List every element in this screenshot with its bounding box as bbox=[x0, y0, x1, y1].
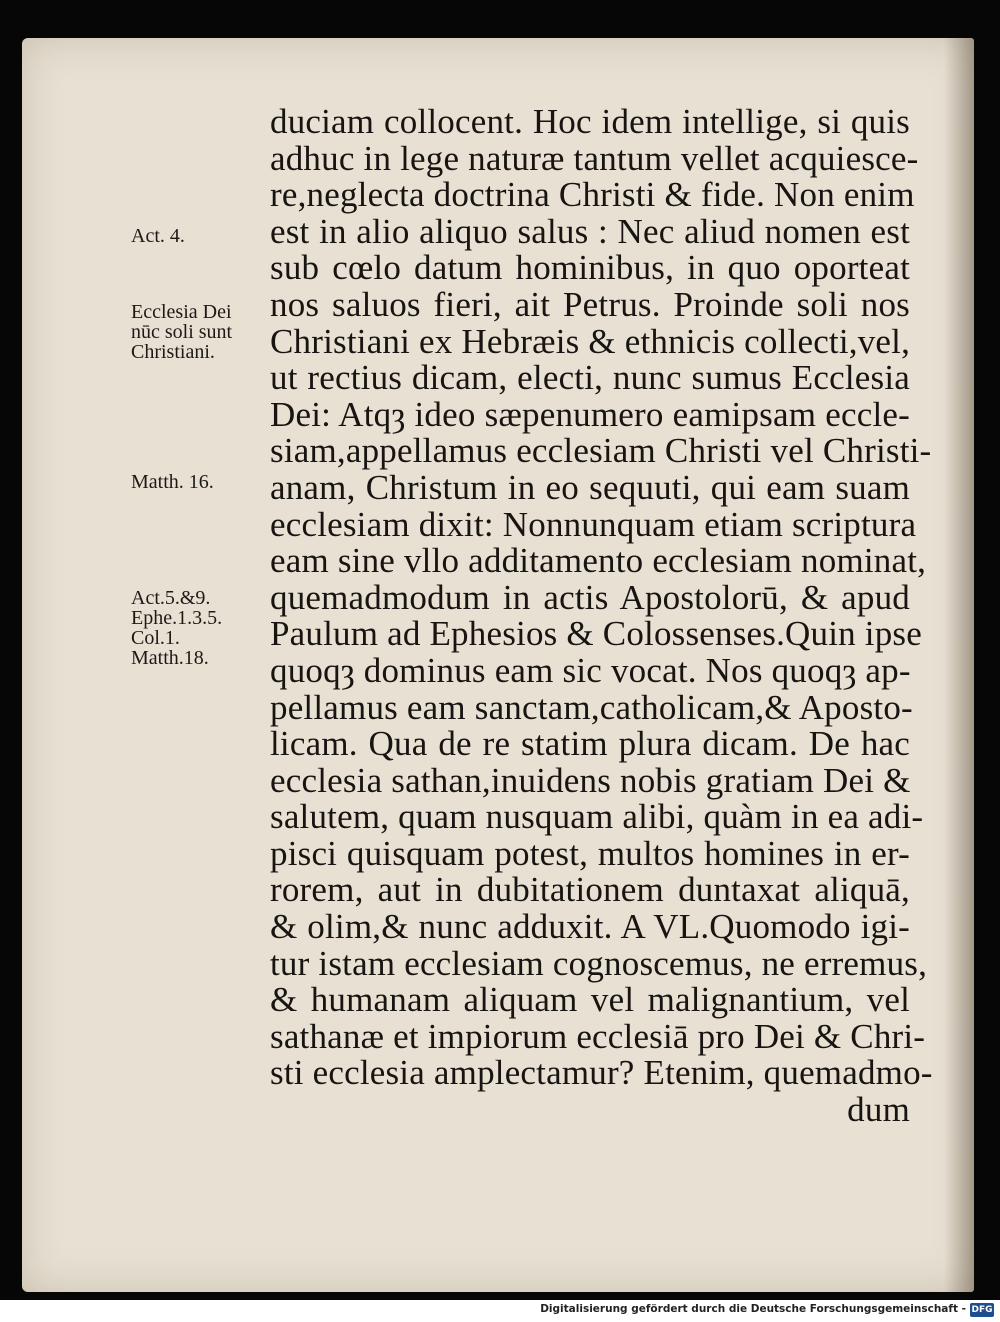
text-line: nos saluos fieri, ait Petrus. Proinde soli nos bbox=[270, 284, 910, 324]
margin-note-line: Matth.18. bbox=[131, 647, 209, 669]
text-line: & olim,& nunc adduxit. A VL.Quomodo igi- bbox=[270, 907, 910, 947]
text-line: rorem, aut in dubitationem duntaxat aliquā, bbox=[270, 870, 910, 910]
dfg-logo: DFG bbox=[971, 1305, 993, 1315]
text-line: eam sine vllo additamento ecclesiam nominat, bbox=[270, 541, 927, 581]
text-line: Paulum ad Ephesios & Colossenses.Quin ipse bbox=[270, 614, 922, 654]
text-line: dum bbox=[847, 1090, 910, 1130]
text-line: pellamus eam sanctam,catholicam,& Aposto- bbox=[270, 687, 913, 727]
text-line: quemadmodum in actis Apostolorū, & apud bbox=[270, 577, 910, 617]
text-line: licam. Qua de re statim plura dicam. De hac bbox=[270, 724, 910, 764]
text-line: est in alio aliquo salus : Nec aliud nomen est bbox=[270, 211, 910, 251]
text-line: & humanam aliquam vel malignantium, vel bbox=[270, 980, 910, 1020]
text-line: siam,appellamus ecclesiam Christi vel Christi- bbox=[270, 431, 932, 471]
margin-note-references bbox=[131, 588, 222, 668]
text-line: re,neglecta doctrina Christi & fide. Non enim bbox=[270, 175, 915, 215]
text-line: ut rectius dicam, electi, nunc sumus Ecclesia bbox=[270, 358, 910, 398]
text-line: ecclesiam dixit: Nonnunquam etiam scriptura bbox=[270, 504, 917, 544]
text-line: anam, Christum in eo sequuti, qui eam suam bbox=[270, 467, 910, 507]
text-line: sathanæ et impiorum ecclesiā pro Dei & Chri- bbox=[270, 1016, 926, 1056]
text-line: sub cœlo datum hominibus, in quo oporteat bbox=[270, 248, 910, 288]
margin-note-matthew bbox=[131, 472, 214, 492]
margin-note-line: nūc soli sunt bbox=[131, 321, 233, 343]
margin-note-acts bbox=[131, 226, 185, 246]
text-line: duciam collocent. Hoc idem intellige, si quis bbox=[270, 102, 910, 141]
margin-note-line: Ecclesia Dei bbox=[131, 301, 232, 323]
margin-note-line: Matth. 16. bbox=[131, 471, 214, 493]
margin-note-line: Ephe.1.3.5. bbox=[131, 607, 223, 629]
text-line: tur istam ecclesiam cognoscemus, ne erremus, bbox=[270, 943, 928, 983]
margin-note-line: Col.1. bbox=[131, 627, 180, 649]
funding-credit: Digitalisierung gefördert durch die Deutsche Forschungsgemeinschaft - bbox=[540, 1303, 966, 1315]
margin-note-line: Act. 4. bbox=[131, 225, 185, 247]
margin-note-ecclesia bbox=[131, 302, 232, 362]
text-line: ecclesia sathan,inuidens nobis gratiam Dei & bbox=[270, 760, 911, 800]
text-line: Christiani ex Hebræis & ethnicis collecti,vel, bbox=[270, 321, 911, 361]
text-line: quoqȝ dominus eam sic vocat. Nos quoqȝ ap- bbox=[270, 650, 911, 690]
book-page bbox=[22, 38, 974, 1292]
text-line: pisci quisquam potest, multos homines in er- bbox=[270, 833, 910, 873]
text-line: adhuc in lege naturæ tantum vellet acquiesce- bbox=[270, 138, 919, 178]
text-line: Dei: Atqȝ ideo sæpenumero eamipsam eccle- bbox=[270, 394, 910, 434]
footer-bar bbox=[0, 1300, 1000, 1322]
margin-note-line: Christiani. bbox=[131, 341, 215, 363]
margin-note-line: Act.5.&9. bbox=[131, 587, 211, 609]
text-line: sti ecclesia amplectamur? Etenim, quemadmo- bbox=[270, 1053, 933, 1093]
body-text bbox=[270, 102, 933, 1130]
text-line: salutem, quam nusquam alibi, quàm in ea adi- bbox=[270, 797, 924, 837]
